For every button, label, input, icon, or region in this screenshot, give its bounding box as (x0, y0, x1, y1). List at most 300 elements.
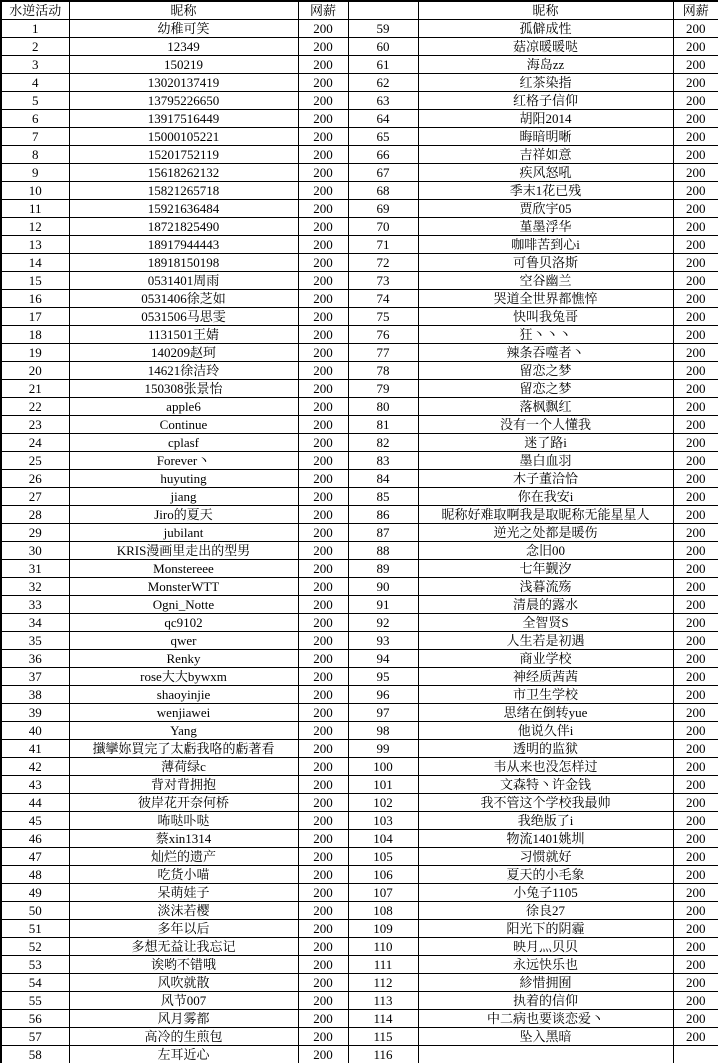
header-nickname: 昵称 (69, 1, 298, 20)
nickname-cell: 吃货小喵 (69, 866, 298, 884)
salary-cell-2: 200 (673, 92, 718, 110)
table-row (1, 218, 718, 236)
row-number-cell-2: 116 (348, 1046, 418, 1063)
salary-cell: 200 (298, 974, 348, 992)
table-row (1, 452, 718, 470)
salary-cell: 200 (298, 668, 348, 686)
nickname-cell: 14621徐洁玲 (69, 362, 298, 380)
nickname-cell-2: 晦暗明晰 (418, 128, 673, 146)
row-number-cell: 41 (1, 740, 69, 758)
row-number-cell-2: 59 (348, 20, 418, 38)
row-number-cell: 14 (1, 254, 69, 272)
table-row (1, 866, 718, 884)
table-body (1, 20, 718, 1063)
row-number-cell: 40 (1, 722, 69, 740)
row-number-cell: 29 (1, 524, 69, 542)
nickname-cell-2: 夏天的小毛象 (418, 866, 673, 884)
row-number-cell: 47 (1, 848, 69, 866)
nickname-cell-2: 快叫我兔哥 (418, 308, 673, 326)
row-number-cell-2: 63 (348, 92, 418, 110)
salary-cell: 200 (298, 578, 348, 596)
salary-cell: 200 (298, 470, 348, 488)
nickname-cell: 薄荷绿c (69, 758, 298, 776)
nickname-cell-2: 昵称好难取啊我是取昵称无能星星人 (418, 506, 673, 524)
row-number-cell-2: 98 (348, 722, 418, 740)
salary-cell-2: 200 (673, 236, 718, 254)
salary-cell: 200 (298, 614, 348, 632)
row-number-cell-2: 76 (348, 326, 418, 344)
row-number-cell: 42 (1, 758, 69, 776)
table-row (1, 614, 718, 632)
salary-cell: 200 (298, 758, 348, 776)
table-row (1, 992, 718, 1010)
nickname-cell: 诶哟不错哦 (69, 956, 298, 974)
nickname-cell: 多年以后 (69, 920, 298, 938)
nickname-cell-2: 小兔子1105 (418, 884, 673, 902)
row-number-cell: 57 (1, 1028, 69, 1046)
row-number-cell: 39 (1, 704, 69, 722)
table-row (1, 290, 718, 308)
salary-cell-2: 200 (673, 974, 718, 992)
table-row (1, 146, 718, 164)
row-number-cell-2: 85 (348, 488, 418, 506)
row-number-cell-2: 96 (348, 686, 418, 704)
salary-cell: 200 (298, 542, 348, 560)
row-number-cell: 44 (1, 794, 69, 812)
table-row (1, 182, 718, 200)
header-nickname-2: 昵称 (418, 1, 673, 20)
salary-cell: 200 (298, 398, 348, 416)
salary-cell-2: 200 (673, 1028, 718, 1046)
salary-cell: 200 (298, 290, 348, 308)
salary-cell-2: 200 (673, 272, 718, 290)
table-row (1, 506, 718, 524)
table-row (1, 74, 718, 92)
salary-cell-2: 200 (673, 452, 718, 470)
nickname-cell: Forever丶 (69, 452, 298, 470)
table-row (1, 956, 718, 974)
nickname-cell: 13795226650 (69, 92, 298, 110)
table-row (1, 668, 718, 686)
salary-cell-2: 200 (673, 560, 718, 578)
salary-cell-2: 200 (673, 758, 718, 776)
salary-cell: 200 (298, 254, 348, 272)
row-number-cell-2: 87 (348, 524, 418, 542)
salary-cell-2: 200 (673, 902, 718, 920)
table-row (1, 362, 718, 380)
row-number-cell: 1 (1, 20, 69, 38)
salary-cell: 200 (298, 938, 348, 956)
table-row (1, 524, 718, 542)
nickname-cell: 左耳近心 (69, 1046, 298, 1063)
salary-cell: 200 (298, 722, 348, 740)
salary-cell-2: 200 (673, 542, 718, 560)
table-row (1, 650, 718, 668)
row-number-cell: 2 (1, 38, 69, 56)
nickname-cell-2: 七年觐汐 (418, 560, 673, 578)
salary-cell-2: 200 (673, 182, 718, 200)
row-number-cell-2: 67 (348, 164, 418, 182)
salary-cell-2: 200 (673, 326, 718, 344)
salary-cell-2: 200 (673, 380, 718, 398)
salary-cell-2: 200 (673, 128, 718, 146)
nickname-cell-2: 他说久伴i (418, 722, 673, 740)
salary-cell-2: 200 (673, 110, 718, 128)
salary-cell: 200 (298, 884, 348, 902)
row-number-cell-2: 66 (348, 146, 418, 164)
header-activity: 水逆活动 (1, 1, 69, 20)
nickname-cell-2: 浅暮流殇 (418, 578, 673, 596)
table-row (1, 794, 718, 812)
salary-cell: 200 (298, 92, 348, 110)
row-number-cell-2: 94 (348, 650, 418, 668)
nickname-cell-2: 市卫生学校 (418, 686, 673, 704)
row-number-cell-2: 92 (348, 614, 418, 632)
row-number-cell-2: 111 (348, 956, 418, 974)
nickname-cell-2: 疾风怒吼 (418, 164, 673, 182)
row-number-cell-2: 81 (348, 416, 418, 434)
row-number-cell: 55 (1, 992, 69, 1010)
row-number-cell: 33 (1, 596, 69, 614)
row-number-cell: 43 (1, 776, 69, 794)
table-row (1, 92, 718, 110)
nickname-cell-2: 我绝版了i (418, 812, 673, 830)
row-number-cell: 32 (1, 578, 69, 596)
nickname-cell-2: 木子董洽恰 (418, 470, 673, 488)
row-number-cell: 13 (1, 236, 69, 254)
salary-cell: 200 (298, 308, 348, 326)
salary-cell: 200 (298, 812, 348, 830)
table-row (1, 578, 718, 596)
row-number-cell-2: 69 (348, 200, 418, 218)
table-row (1, 812, 718, 830)
nickname-cell-2: 没有一个人懂我 (418, 416, 673, 434)
row-number-cell: 27 (1, 488, 69, 506)
row-number-cell: 11 (1, 200, 69, 218)
salary-cell: 200 (298, 1010, 348, 1028)
row-number-cell-2: 61 (348, 56, 418, 74)
row-number-cell-2: 75 (348, 308, 418, 326)
salary-cell: 200 (298, 1046, 348, 1063)
salary-cell: 200 (298, 344, 348, 362)
salary-cell: 200 (298, 650, 348, 668)
salary-cell-2: 200 (673, 956, 718, 974)
row-number-cell: 20 (1, 362, 69, 380)
row-number-cell-2: 60 (348, 38, 418, 56)
row-number-cell: 25 (1, 452, 69, 470)
salary-cell-2: 200 (673, 722, 718, 740)
salary-cell: 200 (298, 326, 348, 344)
nickname-cell: 13917516449 (69, 110, 298, 128)
nickname-cell: Monstereee (69, 560, 298, 578)
salary-cell-2: 200 (673, 668, 718, 686)
nickname-cell-2: 狂丶丶丶 (418, 326, 673, 344)
nickname-cell-2: 思绪在倒转yue (418, 704, 673, 722)
row-number-cell-2: 115 (348, 1028, 418, 1046)
salary-cell: 200 (298, 740, 348, 758)
table-row (1, 398, 718, 416)
nickname-cell: 多想无益让我忘记 (69, 938, 298, 956)
nickname-cell: rose大大bywxm (69, 668, 298, 686)
table-row (1, 308, 718, 326)
row-number-cell-2: 101 (348, 776, 418, 794)
table-row (1, 740, 718, 758)
table-row (1, 380, 718, 398)
table-row (1, 974, 718, 992)
nickname-cell: 18721825490 (69, 218, 298, 236)
row-number-cell-2: 110 (348, 938, 418, 956)
salary-cell-2: 200 (673, 650, 718, 668)
row-number-cell-2: 102 (348, 794, 418, 812)
nickname-cell-2: 空谷幽兰 (418, 272, 673, 290)
salary-cell: 200 (298, 200, 348, 218)
nickname-cell: 0531401周雨 (69, 272, 298, 290)
nickname-cell: 咘哒卟哒 (69, 812, 298, 830)
row-number-cell-2: 72 (348, 254, 418, 272)
salary-cell: 200 (298, 776, 348, 794)
nickname-cell: 18918150198 (69, 254, 298, 272)
nickname-cell-2: 永远快乐也 (418, 956, 673, 974)
row-number-cell: 46 (1, 830, 69, 848)
salary-cell-2: 200 (673, 20, 718, 38)
row-number-cell-2: 80 (348, 398, 418, 416)
nickname-cell-2: 商业学校 (418, 650, 673, 668)
salary-cell-2: 200 (673, 434, 718, 452)
nickname-cell: 18917944443 (69, 236, 298, 254)
salary-cell-2: 200 (673, 776, 718, 794)
salary-cell: 200 (298, 830, 348, 848)
row-number-cell-2: 113 (348, 992, 418, 1010)
row-number-cell-2: 104 (348, 830, 418, 848)
salary-cell: 200 (298, 128, 348, 146)
header-salary-2: 网薪 (673, 1, 718, 20)
nickname-cell: 背对背拥抱 (69, 776, 298, 794)
salary-cell-2: 200 (673, 848, 718, 866)
table-row (1, 344, 718, 362)
salary-cell-2: 200 (673, 524, 718, 542)
table-header-row (1, 1, 718, 20)
nickname-cell: 彼岸花开奈何桥 (69, 794, 298, 812)
nickname-cell: 风吹就散 (69, 974, 298, 992)
nickname-cell-2: 孤僻成性 (418, 20, 673, 38)
row-number-cell: 51 (1, 920, 69, 938)
table-row (1, 884, 718, 902)
salary-cell-2: 200 (673, 506, 718, 524)
row-number-cell-2: 64 (348, 110, 418, 128)
row-number-cell-2: 88 (348, 542, 418, 560)
row-number-cell-2: 95 (348, 668, 418, 686)
nickname-cell-2: 哭道全世界都憔悴 (418, 290, 673, 308)
row-number-cell: 58 (1, 1046, 69, 1063)
table-row (1, 470, 718, 488)
nickname-cell-2: 神经质茜茜 (418, 668, 673, 686)
nickname-cell: Yang (69, 722, 298, 740)
nickname-cell-2: 中二病也要谈恋爱丶 (418, 1010, 673, 1028)
salary-cell-2: 200 (673, 470, 718, 488)
row-number-cell-2: 99 (348, 740, 418, 758)
salary-cell-2: 200 (673, 218, 718, 236)
nickname-cell-2: 留恋之梦 (418, 380, 673, 398)
table-row (1, 488, 718, 506)
row-number-cell-2: 71 (348, 236, 418, 254)
table-row (1, 434, 718, 452)
salary-cell: 200 (298, 452, 348, 470)
table-row (1, 542, 718, 560)
salary-cell-2: 200 (673, 362, 718, 380)
nickname-cell: Renky (69, 650, 298, 668)
table-row (1, 560, 718, 578)
nickname-cell: Ogni_Notte (69, 596, 298, 614)
row-number-cell-2: 84 (348, 470, 418, 488)
salary-cell: 200 (298, 560, 348, 578)
row-number-cell: 48 (1, 866, 69, 884)
nickname-cell: 150308张景怡 (69, 380, 298, 398)
nickname-cell-2: 红茶染指 (418, 74, 673, 92)
nickname-cell: qc9102 (69, 614, 298, 632)
salary-cell-2: 200 (673, 992, 718, 1010)
salary-cell-2: 200 (673, 290, 718, 308)
row-number-cell: 56 (1, 1010, 69, 1028)
nickname-cell-2: 映月灬贝贝 (418, 938, 673, 956)
salary-cell-2: 200 (673, 398, 718, 416)
row-number-cell: 34 (1, 614, 69, 632)
nickname-cell: 风月雾都 (69, 1010, 298, 1028)
row-number-cell: 28 (1, 506, 69, 524)
salary-cell: 200 (298, 56, 348, 74)
nickname-cell: 淡沫若樱 (69, 902, 298, 920)
nickname-cell-2: 贾欣宇05 (418, 200, 673, 218)
nickname-cell-2: 你在我安i (418, 488, 673, 506)
salary-cell: 200 (298, 218, 348, 236)
row-number-cell: 52 (1, 938, 69, 956)
nickname-cell-2: 红格子信仰 (418, 92, 673, 110)
table-row (1, 326, 718, 344)
table-row (1, 200, 718, 218)
row-number-cell: 21 (1, 380, 69, 398)
row-number-cell-2: 109 (348, 920, 418, 938)
salary-cell-2: 200 (673, 488, 718, 506)
nickname-cell: 幼稚可笑 (69, 20, 298, 38)
nickname-cell: apple6 (69, 398, 298, 416)
nickname-cell: jiang (69, 488, 298, 506)
nickname-cell: 风节007 (69, 992, 298, 1010)
row-number-cell-2: 107 (348, 884, 418, 902)
nickname-cell-2: 海岛zz (418, 56, 673, 74)
nickname-cell: 蔡xin1314 (69, 830, 298, 848)
nickname-cell-2: 全智贤S (418, 614, 673, 632)
row-number-cell: 23 (1, 416, 69, 434)
salary-cell: 200 (298, 146, 348, 164)
row-number-cell: 15 (1, 272, 69, 290)
salary-cell: 200 (298, 920, 348, 938)
nickname-cell-2: 逆光之处都是暖伤 (418, 524, 673, 542)
row-number-cell: 35 (1, 632, 69, 650)
nickname-cell: MonsterWTT (69, 578, 298, 596)
row-number-cell-2: 100 (348, 758, 418, 776)
row-number-cell: 50 (1, 902, 69, 920)
salary-cell: 200 (298, 992, 348, 1010)
row-number-cell-2: 70 (348, 218, 418, 236)
salary-cell-2: 200 (673, 308, 718, 326)
nickname-cell-2: 吉祥如意 (418, 146, 673, 164)
nickname-cell-2: 紾惜拥囿 (418, 974, 673, 992)
table-row (1, 848, 718, 866)
nickname-cell: 15000105221 (69, 128, 298, 146)
salary-cell-2: 200 (673, 164, 718, 182)
row-number-cell: 24 (1, 434, 69, 452)
nickname-cell-2: 清晨的露水 (418, 596, 673, 614)
nickname-cell: 15821265718 (69, 182, 298, 200)
row-number-cell-2: 65 (348, 128, 418, 146)
row-number-cell: 18 (1, 326, 69, 344)
table-row (1, 938, 718, 956)
salary-cell: 200 (298, 956, 348, 974)
table-row (1, 236, 718, 254)
salary-cell: 200 (298, 38, 348, 56)
salary-cell-2: 200 (673, 794, 718, 812)
salary-cell-2: 200 (673, 38, 718, 56)
table-row (1, 776, 718, 794)
row-number-cell: 36 (1, 650, 69, 668)
nickname-cell-2: 堇墨浮华 (418, 218, 673, 236)
table-row (1, 920, 718, 938)
salary-cell-2: 200 (673, 596, 718, 614)
table-row (1, 722, 718, 740)
nickname-cell-2: 可鲁贝洛斯 (418, 254, 673, 272)
nickname-cell: 140209赵珂 (69, 344, 298, 362)
salary-cell-2: 200 (673, 416, 718, 434)
salary-cell: 200 (298, 506, 348, 524)
nickname-cell: 15201752119 (69, 146, 298, 164)
nickname-cell-2 (418, 1046, 673, 1063)
salary-cell-2: 200 (673, 866, 718, 884)
header-salary: 网薪 (298, 1, 348, 20)
salary-cell-2: 200 (673, 686, 718, 704)
row-number-cell-2: 90 (348, 578, 418, 596)
table-row (1, 164, 718, 182)
row-number-cell-2: 78 (348, 362, 418, 380)
salary-cell: 200 (298, 524, 348, 542)
salary-cell: 200 (298, 164, 348, 182)
row-number-cell-2: 91 (348, 596, 418, 614)
row-number-cell: 7 (1, 128, 69, 146)
row-number-cell: 5 (1, 92, 69, 110)
salary-cell-2: 200 (673, 200, 718, 218)
row-number-cell: 17 (1, 308, 69, 326)
salary-cell: 200 (298, 20, 348, 38)
table-row (1, 830, 718, 848)
salary-cell: 200 (298, 362, 348, 380)
row-number-cell-2: 103 (348, 812, 418, 830)
salary-cell: 200 (298, 596, 348, 614)
salary-cell: 200 (298, 182, 348, 200)
row-number-cell-2: 77 (348, 344, 418, 362)
row-number-cell: 12 (1, 218, 69, 236)
nickname-cell-2: 坠入黑暗 (418, 1028, 673, 1046)
row-number-cell-2: 108 (348, 902, 418, 920)
row-number-cell-2: 68 (348, 182, 418, 200)
nickname-cell-2: 徐良27 (418, 902, 673, 920)
nickname-cell-2: 文森特丶许金钱 (418, 776, 673, 794)
table-row (1, 254, 718, 272)
row-number-cell-2: 73 (348, 272, 418, 290)
salary-cell-2: 200 (673, 74, 718, 92)
nickname-cell-2: 念旧00 (418, 542, 673, 560)
salary-cell-2: 200 (673, 614, 718, 632)
nickname-cell: Continue (69, 416, 298, 434)
nickname-cell-2: 习惯就好 (418, 848, 673, 866)
row-number-cell-2: 93 (348, 632, 418, 650)
